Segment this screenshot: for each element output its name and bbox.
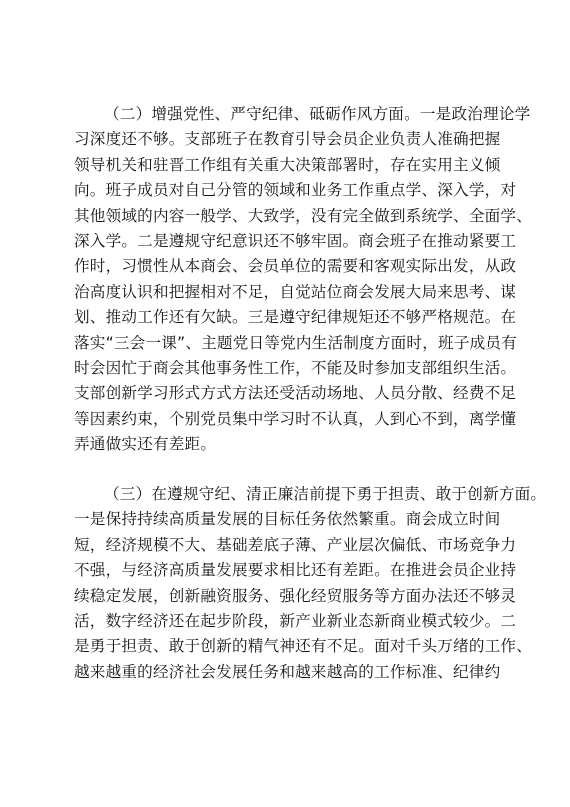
paragraph-line: 治高度认识和把握相对不足，自觉站位商会发展大局来思考、谋	[74, 282, 517, 301]
paragraph-line: 等因素约束，个别党员集中学习时不认真，人到心不到，离学懂	[74, 409, 517, 428]
paragraph-line: 支部创新学习形式方式方法还受活动场地、人员分散、经费不足	[74, 384, 517, 403]
paragraph-line: 短，经济规模不大、基础差底子薄、产业层次偏低、市场竞争力	[74, 535, 517, 554]
paragraph-line: 一是保持持续高质量发展的目标任务依然繁重。商会成立时间	[74, 510, 501, 529]
paragraph-line: 活，数字经济还在起步阶段，新产业新业态新商业模式较少。二	[74, 611, 517, 630]
paragraph-line: 领导机关和驻晋工作组有关重大决策部署时，存在实用主义倾	[74, 155, 501, 174]
paragraph-line: 划、推动工作还有欠缺。三是遵守纪律规矩还不够严格规范。在	[74, 308, 517, 327]
paragraph-line: （二）增强党性、严守纪律、砥砺作风方面。一是政治理论学	[104, 105, 531, 123]
paragraph-line: 不强，与经济高质量发展要求相比还有差距。在推进会员企业持	[74, 561, 517, 580]
paragraph-section-2	[74, 102, 533, 457]
paragraph-line: 习深度还不够。支部班子在教育引导会员企业负责人准确把握	[74, 130, 501, 149]
paragraph-line: 向。班子成员对自己分管的领域和业务工作重点学、深入学，对	[74, 181, 517, 200]
paragraph-line: 深入学。二是遵规守纪意识还不够牢固。商会班子在推动紧要工	[74, 231, 517, 250]
paragraph-line: 续稳定发展，创新融资服务、强化经贸服务等方面办法还不够灵	[74, 586, 517, 605]
paragraph-line: 弄通做实还有差距。	[74, 435, 217, 454]
paragraph-line: 作时，习惯性从本商会、会员单位的需要和客观实际出发，从政	[74, 257, 517, 276]
paragraph-section-3	[74, 482, 547, 685]
paragraph-line: 越来越重的经济社会发展任务和越来越高的工作标准、纪律约	[74, 662, 501, 681]
paragraph-line: 其他领域的内容一般学、大致学，没有完全做到系统学、全面学、	[74, 206, 533, 225]
paragraph-line: 是勇于担责、敢于创新的精气神还有不足。面对千头万绪的工作、	[74, 637, 533, 656]
paragraph-line: 落实“三会一课”、主题党日等党内生活制度方面时，班子成员有	[74, 333, 517, 352]
paragraph-line: （三）在遵规守纪、清正廉洁前提下勇于担责、敢于创新方面。	[104, 485, 547, 503]
paragraph-line: 时会因忙于商会其他事务性工作，不能及时参加支部组织生活。	[74, 358, 517, 377]
